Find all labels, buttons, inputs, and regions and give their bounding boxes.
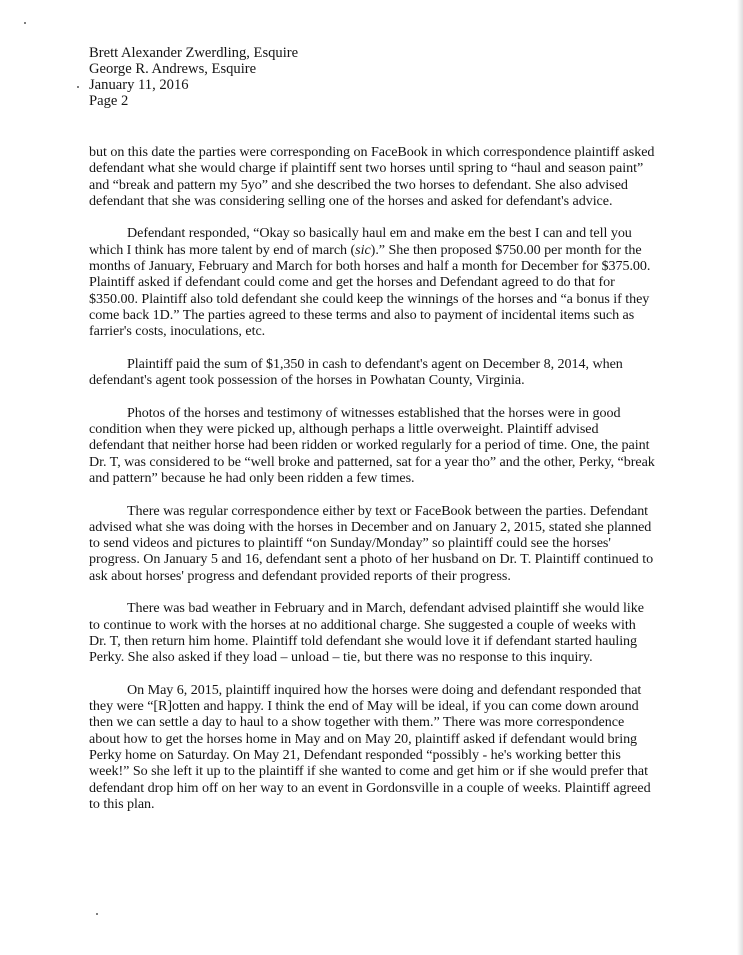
page-number: Page 2 bbox=[89, 93, 129, 109]
paragraph-may-correspondence: On May 6, 2015, plaintiff inquired how the horses were doing and defendant responded that they were “[R]otten and happy. I think the end of May will be ideal, if you can come down around then we can settle a day to haul to a show together with them.” There was more correspondence about how to get the horses home in May and on May 20, plaintiff asked if defendant would bring Perky home on Saturday. On May 21, Defendant responded “possibly - he's working better this week!” So she left it up to the plaintiff if she wanted to come and get him or if she would prefer that defendant drop him off on her way to an event in Gordonsville in a couple of weeks. Plaintiff agreed to this plan. bbox=[89, 681, 651, 812]
sic-emphasis: sic bbox=[355, 241, 371, 258]
paragraph-horse-condition: Photos of the horses and testimony of witnesses established that the horses were in good condition when they were picked up, although perhaps a little overweight. Plaintiff advised defendant that neither horse had been ridden or worked regularly for a period of time. One, the paint Dr. T, was considered to be “well broke and patterned, sat for a year tho” and the other, Perky, “break and pattern” because he had only been ridden a few times. bbox=[89, 404, 655, 486]
letter-header bbox=[89, 45, 298, 109]
paragraph-weather: There was bad weather in February and in March, defendant advised plaintiff she would like to continue to work with the horses at no additional charge. She suggested a couple of weeks with Dr. T, then return him home. Plaintiff told defendant she would love it if defendant started hauling Perky. She also asked if they load – unload – tie, but there was no response to this inquiry. bbox=[89, 600, 644, 666]
paragraph-continuation: but on this date the parties were corresponding on FaceBook in which correspondence plaintiff asked defendant what she would charge if plaintiff sent two horses until spring to “haul and season paint” and “break and pattern my 5yo” and she described the two horses to defendant. She also advised defendant that she was considering selling one of the horses and asked for defendant's advice. bbox=[89, 144, 655, 209]
scan-speck bbox=[24, 22, 26, 24]
letter-date: January 11, 2016 bbox=[89, 77, 189, 93]
scan-speck bbox=[96, 913, 98, 915]
recipient-line-1: Brett Alexander Zwerdling, Esquire bbox=[89, 45, 299, 61]
scan-speck bbox=[77, 86, 79, 88]
recipient-line-2: George R. Andrews, Esquire bbox=[89, 61, 257, 77]
paragraph-payment: Plaintiff paid the sum of $1,350 in cash to defendant's agent on December 8, 2014, when defendant's agent took possession of the horses in Powhatan County, Virginia. bbox=[89, 355, 623, 389]
letter-body bbox=[89, 144, 655, 828]
page-edge-shadow bbox=[737, 0, 743, 955]
paragraph-correspondence: There was regular correspondence either by text or FaceBook between the parties. Defendant advised what she was doing with the horses in December and on January 2, 2015, stated she planned to send videos and pictures to plaintiff “on Sunday/Monday” so plaintiff could see the horses' progress. On January 5 and 16, defendant sent a photo of her husband on Dr. T. Plaintiff continued to ask about horses' progress and defendant provided reports of their progress. bbox=[89, 502, 654, 584]
paragraph-defendant-response: Defendant responded, “Okay so basically haul em and make em the best I can and tell you which I think has more talent by end of march (sic).” She then proposed $750.00 per month for the months of January, February and March for both horses and half a month for December for $375.00. Plaintiff asked if defendant could come and get the horses and Defendant agreed to do that for $350.00. Plaintiff also told defendant she could keep the winnings of the horses and “a bonus if they come back 1D.” The parties agreed to these terms and also to payment of incidental items such as farrier's costs, inoculations, etc. bbox=[89, 225, 651, 340]
